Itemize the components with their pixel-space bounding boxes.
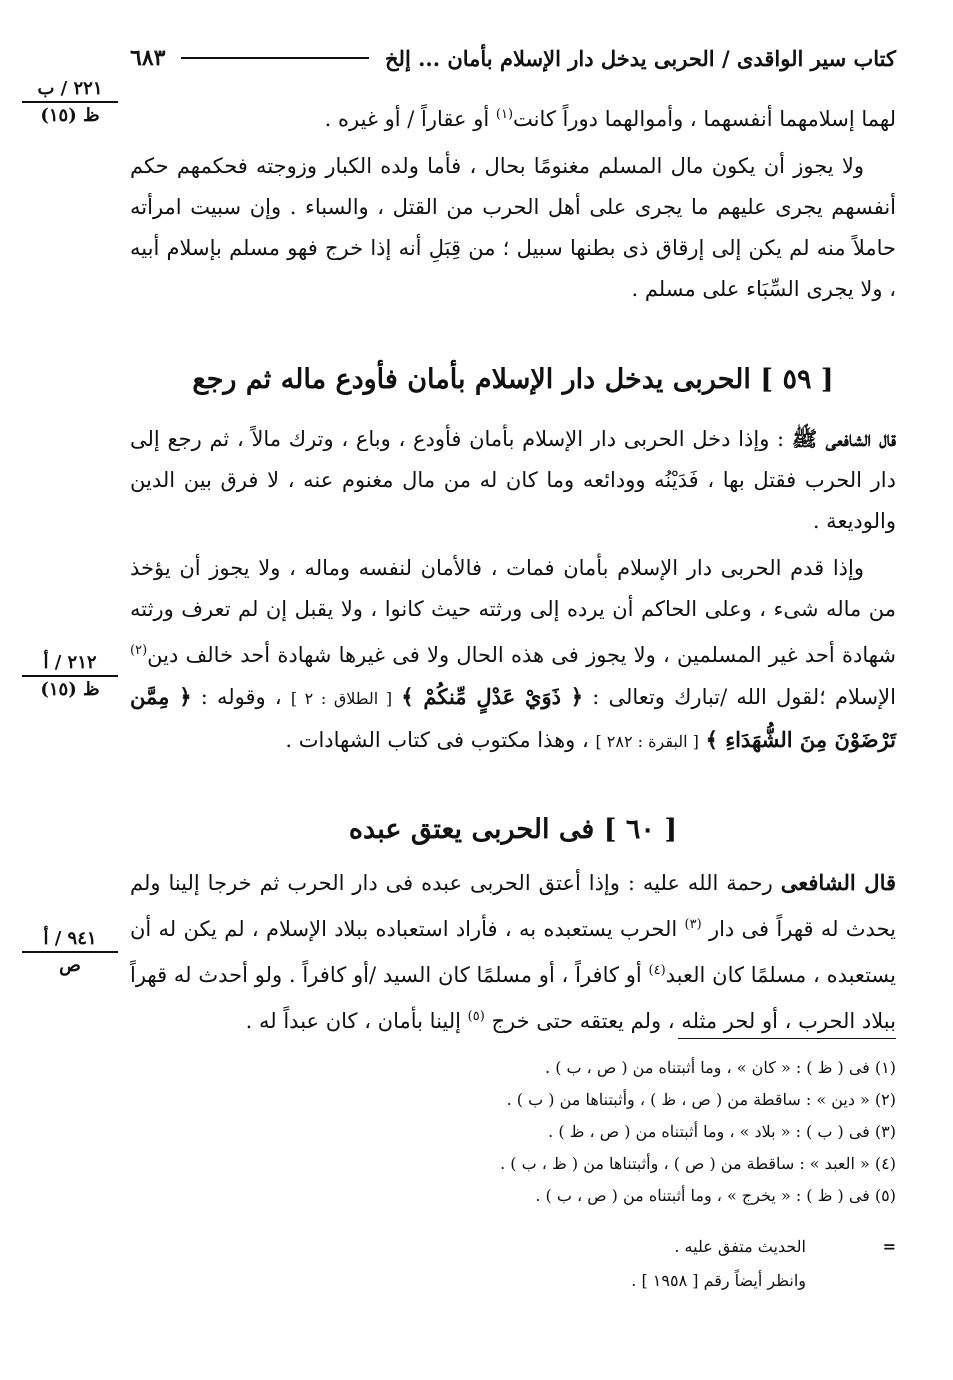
continuation-mark: = [882, 1237, 896, 1256]
footnote-marker: (٥) [467, 1009, 485, 1024]
editor-notes [130, 1230, 896, 1298]
footnote-item: (٢) « دين » : ساقطة من ( ص ، ظ ) ، وأثبتناها من ( ب ) . [506, 1090, 896, 1109]
margin-reference-manuscript: ظ (١٥) [40, 105, 100, 126]
paragraph-text: الإسلام ؛لقول الله /تبارك وتعالى : [592, 685, 896, 709]
margin-reference-folio: ٩٤١ / أ [22, 928, 118, 953]
paragraph-text: ، وقوله : [200, 685, 282, 709]
paragraph-text: الحرب يستعبده به ، فأراد استعباده ببلاد الإسلام ، لم يكن له أن يستعبده ، مسلمًا كان العبد [130, 917, 896, 987]
margin-reference [22, 78, 118, 126]
header-title: كتاب سير الواقدى / الحربى يدخل دار الإسلام بأمان ... إلخ [385, 45, 896, 71]
speaker-name: قال الشافعى [780, 870, 897, 895]
editor-note-text: وانظر أيضاً رقم [ ١٩٥٨ ] . [631, 1271, 806, 1290]
margin-reference-manuscript: ظ (١٥) [40, 679, 100, 700]
paragraph-text: : وإذا دخل الحربى دار الإسلام بأمان فأودع ، وباع ، وترك مالاً ، ثم رجع إلى دار الحرب فقتل بها ، فَدَيْنُه وودائعه وما كان له من مال مغنوم عنه ، لا فرق بين الدين والوديعة . [130, 427, 896, 533]
section-59-paragraph [130, 548, 896, 762]
paragraph-text: أو كافراً ، أو مسلمًا كان السيد /أو كافراً . ولو أحدث له قهراً ببلاد الحرب ، أو لحر مثله ، ولم يعتقه حتى خرج [130, 963, 896, 1033]
footnote-marker: (٤) [648, 963, 666, 978]
margin-reference-folio: ٢١٢ / أ [22, 652, 118, 677]
verse-reference: [ الطلاق : ٢ ] [290, 689, 393, 708]
margin-reference [22, 928, 118, 976]
paragraph-text: وإذا قدم الحربى دار الإسلام بأمان فمات ، فالأمان لنفسه وماله ، ولا يجوز أن يؤخذ من ماله شىء ، وعلى الحاكم أن يرده إلى ورثته حيث كانوا ، ولا يقبل إن لم تعرف ورثته شهادة أحد غير المسلمين ، ولا يجوز فى هذه الحال ولا فى غيرها شهادة أحد خالف دين [130, 556, 896, 667]
section-59-paragraph [130, 418, 896, 542]
intro-line-part: أو عقاراً / أو غيره . [324, 107, 490, 131]
intro-paragraph: ولا يجوز أن يكون مال المسلم مغنومًا بحال ، فأما ولده الكبار وزوجته فحكمهم حكم أنفسهم يجرى عليهم ما يجرى على أهل الحرب من القتل ، والسباء . وإن سبيت امرأته حاملاً منه لم يكن إلى إرقاق ذى بطنها سبيل ؛ من قِبَلِ أنه إذا خرج فهو مسلم بإسلام أبيه ، ولا يجرى السِّبَاء على مسلم . [130, 154, 896, 301]
editor-note-text: الحديث متفق عليه . [674, 1237, 806, 1256]
footnote-item: (٥) فى ( ظ ) : « يخرج » ، وما أثبتناه من ( ص ، ب ) . [535, 1186, 896, 1205]
margin-reference-manuscript: ص [59, 955, 81, 976]
section-heading-59: [ ٥٩ ] الحربى يدخل دار الإسلام بأمان فأودع ماله ثم رجع [192, 364, 834, 395]
margin-reference [22, 652, 118, 700]
footnote-marker: (١) [495, 107, 514, 122]
footnote-marker: (٣) [684, 917, 702, 932]
footnotes [130, 1052, 896, 1212]
page-number: ٦٨٣ [130, 45, 166, 71]
section-59-body [130, 418, 896, 762]
footnote-separator [678, 1038, 896, 1039]
intro-line [130, 94, 896, 140]
quran-verse: ﴿ ذَوَيْ عَدْلٍ مِّنكُمْ ﴾ [401, 684, 584, 709]
footnote-marker: (٢) [130, 643, 148, 658]
section-60-body [130, 862, 896, 1042]
paragraph-text: إلينا بأمان ، كان عبداً له . [245, 1009, 461, 1033]
quran-verse: ﴿ مِمَّن تَرْضَوْنَ مِنَ الشُّهَدَاءِ ﴾ [130, 684, 896, 752]
margin-reference-folio: ٢٢١ / ب [22, 78, 118, 103]
editor-note-row [130, 1264, 896, 1298]
intro-text [130, 94, 896, 310]
footnote-item: (٤) « العبد » : ساقطة من ( ص ) ، وأثبتناها من ( ظ ، ب ) . [500, 1154, 896, 1173]
intro-line-part: لهما إسلامهما أنفسهما ، وأموالهما دوراً كانت [513, 107, 896, 131]
editor-note-row [130, 1230, 896, 1264]
running-header [130, 38, 896, 78]
section-60-paragraph [130, 862, 896, 1042]
footnote-item: (١) فى ( ظ ) : « كان » ، وما أثبتناه من ( ص ، ب ) . [545, 1058, 896, 1077]
speaker-name: قال الشافعى ﷺ [791, 426, 896, 451]
paragraph-text: رحمة الله عليه : وإذا أعتق الحربى عبده فى دار الحرب ثم خرجا إلينا ولم يحدث له قهراً فى دار [130, 871, 896, 941]
footnote-item: (٣) فى ( ب ) : « بلاد » ، وما أثبتناه من ( ص ، ظ ) . [548, 1122, 896, 1141]
header-rule [181, 57, 369, 59]
verse-reference: [ البقرة : ٢٨٢ ] [595, 732, 699, 751]
section-heading-60: [ ٦٠ ] فى الحربى يعتق عبده [348, 814, 678, 845]
paragraph-text: ، وهذا مكتوب فى كتاب الشهادات . [285, 728, 589, 752]
